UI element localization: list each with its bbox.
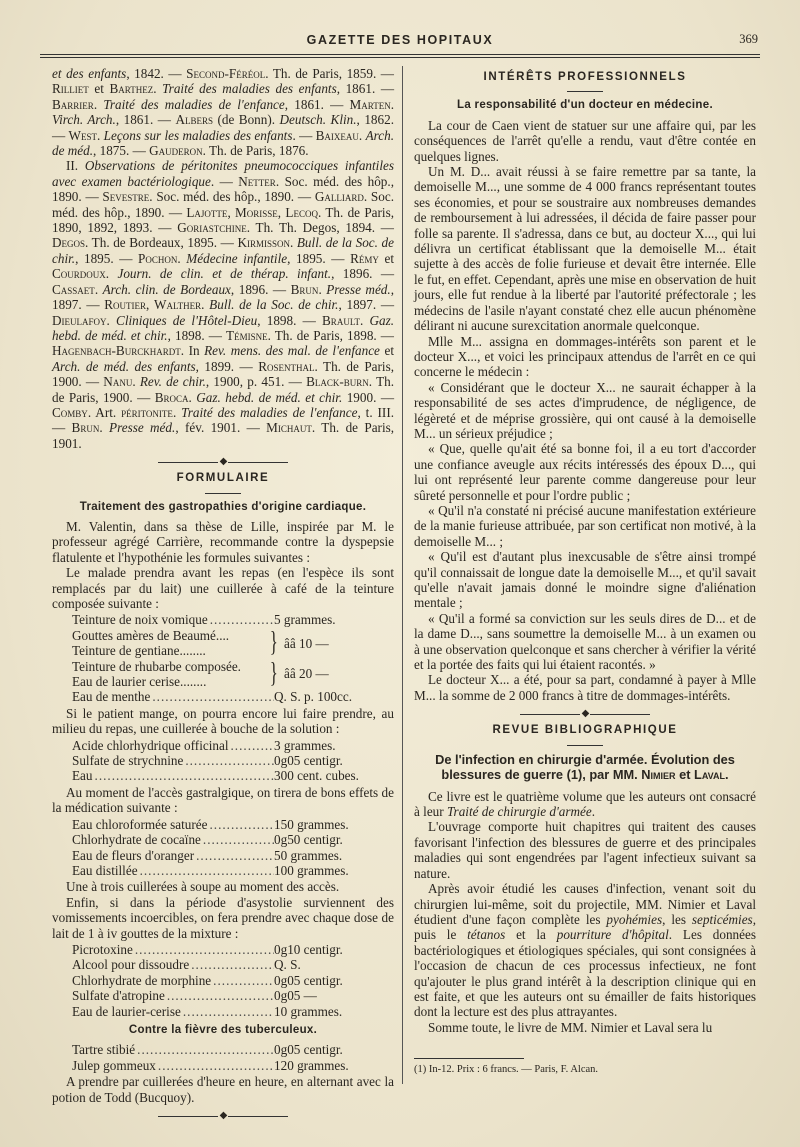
rx-ingredient: Eau chloroformée saturée [72,816,208,832]
rx-ingredient: Eau de menthe [72,689,151,705]
rx-line [72,973,394,988]
paragraph: M. Valentin, dans sa thèse de Lille, inspirée par M. le professeur agrégé Carrière, recommande contre la dyspepsie flatulente et l'hypothénie les formules suivantes : [52,518,394,565]
left-column [52,66,394,1125]
paragraph: Le malade prendra avant les repas (en l'espèce ils sont remplacés par du lait) une cuillerée à café de la teinture composée suivante : [52,565,394,611]
rx-ingredient: Eau de laurier-cerise [72,1003,181,1019]
rx-quantity: 0g50 centigr. [274,832,343,848]
rx-ingredient: Picrotoxine [72,941,133,957]
paragraph: « Qu'il a formé sa conviction sur les seuls dires de D... et de la dame D..., sans soumettre la demoiselle M... à un examen ou à une observation quelconque et sans chercher à vérifier la vérité et la portée des faits qui lui étaient racontés. » [414,610,756,673]
page-number: 369 [739,32,758,46]
section-ornament: ◆ [52,1111,394,1121]
rx-quantity: Q. S. [274,957,301,973]
rx-ingredient: Alcool pour dissoudre [72,957,190,973]
rx-ingredient: Teinture de noix vomique [72,612,208,628]
gastro-title: Traitement des gastropathies d'origine cardiaque. [79,500,367,513]
rx-line [72,612,394,627]
review-body [414,789,756,1036]
article-body [414,118,756,703]
rx-line [72,942,394,957]
rx-ingredient: Eau [72,768,93,784]
rx-quantity: 0g05 centigr. [274,1042,343,1058]
rx-quantity: 0g05 — [274,988,317,1004]
section-ornament: ◆ [414,709,756,719]
paragraph: L'ouvrage comporte huit chapitres qui traitent des causes favorisant l'infection des blessures de guerre et des principales maladies qui sont engendrées par l'agent infectieux suivant sa nature. [414,819,756,881]
rx-quantity: 0g05 centigr. [274,753,343,769]
brace-icon: } [269,658,278,690]
right-column [414,66,756,1035]
paragraph: Après avoir étudié les causes d'infection, venant soit du chirurgien lui-même, soit du projectile, MM. Nimier et Laval étudient d'une façon complète les pyohémies, les septicémies, puis le tétanos et la pourriture d'hôpital. Les données bactériologiques et étiologiques spéciales, qui sont consignées à l'occasion de chacun de ces processus infectieux, ne font qu'ajouter le plus grand intérêt à la description clinique qui en est faite, et que les auteurs ont su émailler de faits historiques dont la lecture est des plus attrayantes. [414,881,756,1020]
prescription-1 [72,612,394,704]
paragraph: Si le patient mange, on pourra encore lui faire prendre, au milieu du repas, une cuillerée à bouche de la solution : [52,705,394,737]
rx-group [72,628,394,659]
formulaire-heading: FORMULAIRE [176,472,270,485]
brace-icon: } [269,627,278,659]
rx-ingredient: Acide chlorhydrique officinal [72,737,229,753]
book-title: De l'infection en chirurgie d'armée. Évolution des blessures de guerre (1), par MM. Nimier et Laval. [435,751,735,783]
rx-line [72,738,394,753]
rx-ingredient: Teinture de rhubarbe composée. [72,658,241,674]
bibliography [52,66,394,451]
rx-ingredient: Teinture de gentiane........ [72,643,206,659]
rx-quantity: 120 grammes. [274,1057,349,1073]
rx-quantity: 300 cent. cubes. [274,768,359,784]
prescription-3 [72,817,394,879]
paragraph: Enfin, si dans la période d'asystolie surviennent des vomissements incoercibles, on fera prendre avec chaque dose de lait de 1 à iv gouttes de la mixture : [52,894,394,941]
page-header [40,30,760,52]
rx-line [72,832,394,847]
interets-heading: INTÉRÊTS PROFESSIONNELS [483,71,687,83]
paragraph: « Considérant que le docteur X... ne saurait échapper à la responsabilité de ses actes d'imprudence, de négligence, de légèreté et de méprise grossière, qui ont causé à la demoiselle M... un sérieux préjudice ; [414,379,756,441]
column-divider [402,66,403,1084]
rx-line [72,863,394,878]
rx-ingredient: Sulfate d'atropine [72,988,165,1004]
rx-line [72,848,394,863]
rx-ingredient: Chlorhydrate de morphine [72,972,212,988]
rx-ingredient: Gouttes amères de Beaumé.... [72,627,230,643]
rx-line [72,988,394,1003]
prescription-2 [72,738,394,784]
paragraph: « Que, quelle qu'ait été sa bonne foi, il a eu tort d'accorder une confiance aveugle aux récits intéressés des époux D..., qui lui ont représenté leur parente comme dangereuse pour leur sûreté personnelle et pour l'ordre public ; [414,441,756,503]
rx-line [72,957,394,972]
rx-line [72,1058,394,1073]
paragraph: Mlle M... assigna en dommages-intérêts son parent et le docteur X..., et voici les principaux attendus de l'arrêt en ce qui concerne le médecin : [414,333,756,380]
rx-quantity: ââ 20 — [284,666,329,682]
paragraph: A prendre par cuillerées d'heure en heure, en alternant avec la potion de Todd (Bucquoy). [52,1074,394,1105]
short-rule [205,493,241,494]
paragraph: « Qu'il est d'autant plus inexcusable de s'être ainsi trompé qu'il connaissait de longue date la demoiselle M..., et qu'il savait qu'elle n'avait jamais donné le moindre signe d'aliénation mentale ; [414,549,756,611]
paragraph: Le docteur X... a été, pour sa part, condamné à payer à Mlle M... la somme de 2 000 francs à titre de dommages-intérêts. [414,672,756,703]
footnote-rule [414,1058,524,1059]
header-rule [40,54,760,55]
rx-quantity: 100 grammes. [274,862,349,878]
rx-ingredient: Eau distillée [72,862,138,878]
responsabilite-title: La responsabilité d'un docteur en médecine. [457,99,713,112]
rx-quantity: Q. S. p. 100cc. [274,689,353,705]
bibliography-entry: II. Observations de péritonites pneumococciques infantiles avec examen bactériologique. — Netter. Soc. méd. des hôp., 1890. — Sevestre. Soc. méd. des hôp., 1890. — Galliard. Soc. méd. des hôp., 1890. — Lajotte, Morisse, Lecoq. Th. de Paris, 1890, 1892, 1893. — Goriastchine. Th. Th. Degos, 1894. — Degos. Th. de Bordeaux, 1895. — Kirmisson. Bull. de la Soc. de chir., 1895. — Pochon. Médecine infantile, 1895. — Rémy et Courdoux. Journ. de clin. et de thérap. infant., 1896. — Cassaet. Arch. clin. de Bordeaux, 1896. — Brun. Presse méd., 1897. — Routier, Walther. Bull. de la Soc. de chir., 1897. — Dieulafoy. Cliniques de l'Hôtel-Dieu, 1898. — Brault. Gaz. hebd. de méd. et chir., 1898. — Témisne. Th. de Paris, 1898. — Hagenbach-Burckhardt. In Rev. mens. des mal. de l'enfance et Arch. de méd. des enfants, 1899. — Rosenthal. Th. de Paris, 1900. — Nanu. Rev. de chir., 1900, p. 451. — Black-burn. Th. de Paris, 1900. — Broca. Gaz. hebd. de méd. et chir. 1900. — Comby. Art. péritonite. Traité des maladies de l'enfance, t. III. — Brun. Presse méd., fév. 1901. — Michaut. Th. de Paris, 1901. [52,158,395,451]
tuberculeux-title: Contre la fièvre des tuberculeux. [128,1023,318,1036]
rx-ingredient: Eau de laurier cerise........ [72,674,207,690]
rx-quantity: 0g05 centigr. [274,972,343,988]
rx-ingredient: Chlorhydrate de cocaïne [72,832,201,848]
paragraph: Un M. D... avait réussi à se faire remettre par sa tante, la demoiselle M..., une somme de 4 000 francs représentant toutes ses économies, et pour se soustraire aux nombreuses demandes de remboursement à lui adressées, il décida de faire passer pour folle sa parente. Il s'adressa, dans ce but, au docteur X..., qui lui délivra un certificat établissant que la demoiselle M... était sujette à des accès de folie furieuse et devait être internée. Elle le fut, en effet. Cependant, après une mise en observation de huit jours, elle fut rendue à la liberté par l'autorité préfectorale ; les médecins de l'asile n'ayant constaté chez elle aucun phénomène délirant ni aucune surexcitation anormale quelconque. [414,164,756,334]
rx-ingredient: Julep gommeux [72,1057,156,1073]
rx-line [72,753,394,768]
section-ornament: ◆ [52,457,394,467]
footnote: (1) In-12. Prix : 6 francs. — Paris, F. Alcan. [414,1064,599,1075]
rx-quantity: 50 grammes. [274,847,343,863]
paragraph: Somme toute, le livre de MM. Nimier et Laval sera lu [428,1019,713,1035]
rx-quantity: 3 grammes. [274,737,336,753]
short-rule [567,745,603,746]
rx-line [72,768,394,783]
revue-heading: REVUE BIBLIOGRAPHIQUE [492,724,678,737]
rx-line [72,817,394,832]
prescription-5 [72,1042,394,1073]
rx-ingredient: Eau de fleurs d'oranger [72,847,195,863]
rx-line [72,1004,394,1019]
paragraph: Une à trois cuillerées à soupe au moment des accès. [66,879,340,895]
journal-title: GAZETTE DES HOPITAUX [306,33,494,47]
header-rule-thin [40,57,760,58]
bibliography-entry: et des enfants, 1842. — Second-Féréol. Th. de Paris, 1859. — Rilliet et Barthez. Traité des maladies des enfants, 1861. — Barrier. Traité des maladies de l'enfance, 1861. — Marten. Virch. Arch., 1861. — Albers (de Bonn). Deutsch. Klin., 1862. — West. Leçons sur les maladies des enfants. — Baixeau. Arch. de méd., 1875. — Gauderon. Th. de Paris, 1876. [52,66,395,159]
paragraph: Au moment de l'accès gastralgique, on tirera de bons effets de la médication suivante : [52,784,394,816]
rx-group [72,659,394,690]
paragraph: « Qu'il n'a constaté ni précisé aucune manifestation extérieure de la manie furieuse attribuée, par son certificat non motivé, à la demoiselle M... ; [414,502,756,549]
rx-ingredient: Sulfate de strychnine [72,753,184,769]
rx-quantity: 5 grammes. [274,612,336,628]
prescription-4 [72,942,394,1019]
paragraph: La cour de Caen vient de statuer sur une affaire qui, par les conséquences de l'arrêt qu'elle a rendu, vaut d'être contée en quelques lignes. [414,117,756,164]
paragraph: Ce livre est le quatrième volume que les auteurs ont consacré à leur Traité de chirurgie d'armée. [414,788,756,820]
short-rule [567,91,603,92]
rx-quantity: 0g10 centigr. [274,941,343,957]
rx-ingredient: Tartre stibié [72,1042,136,1058]
rx-line [72,1042,394,1057]
rx-quantity: 10 grammes. [274,1003,343,1019]
rx-quantity: ââ 10 — [284,635,329,651]
rx-line [72,689,394,704]
rx-quantity: 150 grammes. [274,816,349,832]
